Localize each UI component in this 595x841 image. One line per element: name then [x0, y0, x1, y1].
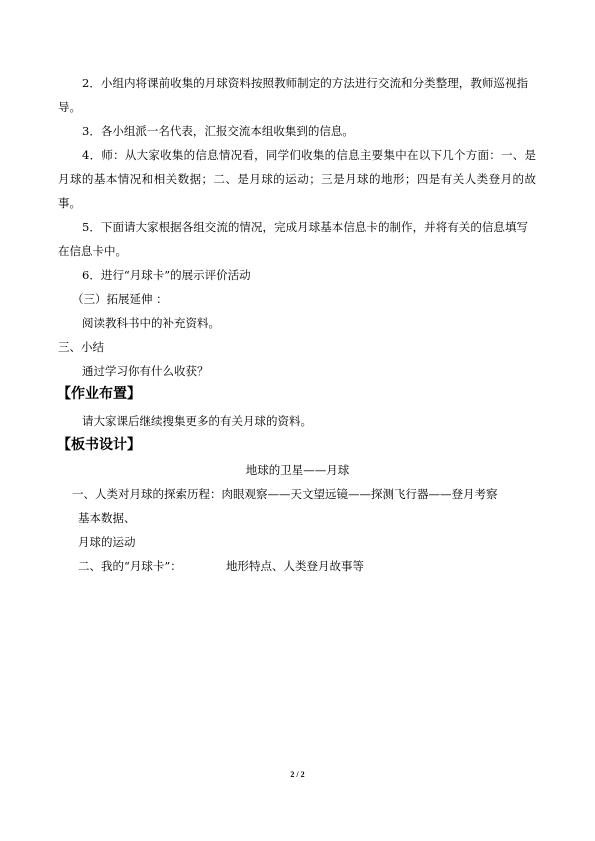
board-line-moon-card: 二、我的“月球卡”： [78, 559, 182, 573]
board-line-moon-card-detail: 地形特点、人类登月故事等 [226, 559, 364, 573]
paragraph-4-line-2: 月球的基本情况和相关数据；二、是月球的运动；三是月球的地形；四是有关人类登月的故 [58, 172, 536, 186]
paragraph-3: 3．各小组派一名代表，汇报交流本组收集到的信息。 [82, 124, 354, 138]
paragraph-6: 6．进行“月球卡”的展示评价活动 [82, 268, 251, 282]
paragraph-4-line-3: 事。 [58, 196, 81, 210]
summary-title: 三、小结 [58, 340, 104, 354]
board-design-heading: 【板书设计】 [57, 437, 141, 453]
board-line-basic-data: 基本数据、 [78, 511, 136, 525]
summary-text: 通过学习你有什么收获？ [82, 364, 209, 378]
paragraph-2-line-1: 2．小组内将课前收集的月球资料按照教师制定的方法进行交流和分类整理，教师巡视指 [82, 76, 528, 90]
board-line-exploration: 一、人类对月球的探索历程：肉眼观察——天文望远镜——探测飞行器——登月考察 [72, 487, 498, 501]
paragraph-5-line-1: 5．下面请大家根据各组交流的情况，完成月球基本信息卡的制作，并将有关的信息填写 [82, 220, 528, 234]
board-title: 地球的卫星——月球 [245, 463, 350, 477]
homework-heading: 【作业布置】 [57, 386, 141, 402]
paragraph-4-line-1: 4．师：从大家收集的信息情况看，同学们收集的信息主要集中在以下几个方面：一、是 [82, 148, 536, 162]
board-line-motion: 月球的运动 [78, 535, 136, 549]
paragraph-5-line-2: 在信息卡中。 [58, 244, 127, 258]
extension-title: （三）拓展延伸 ： [72, 292, 168, 306]
extension-text: 阅读教科书中的补充资料。 [82, 316, 220, 330]
homework-text: 请大家课后继续搜集更多的有关月球的资料。 [82, 414, 312, 428]
paragraph-2-line-2: 导。 [58, 100, 81, 114]
page-number: 2 / 2 [290, 770, 305, 779]
